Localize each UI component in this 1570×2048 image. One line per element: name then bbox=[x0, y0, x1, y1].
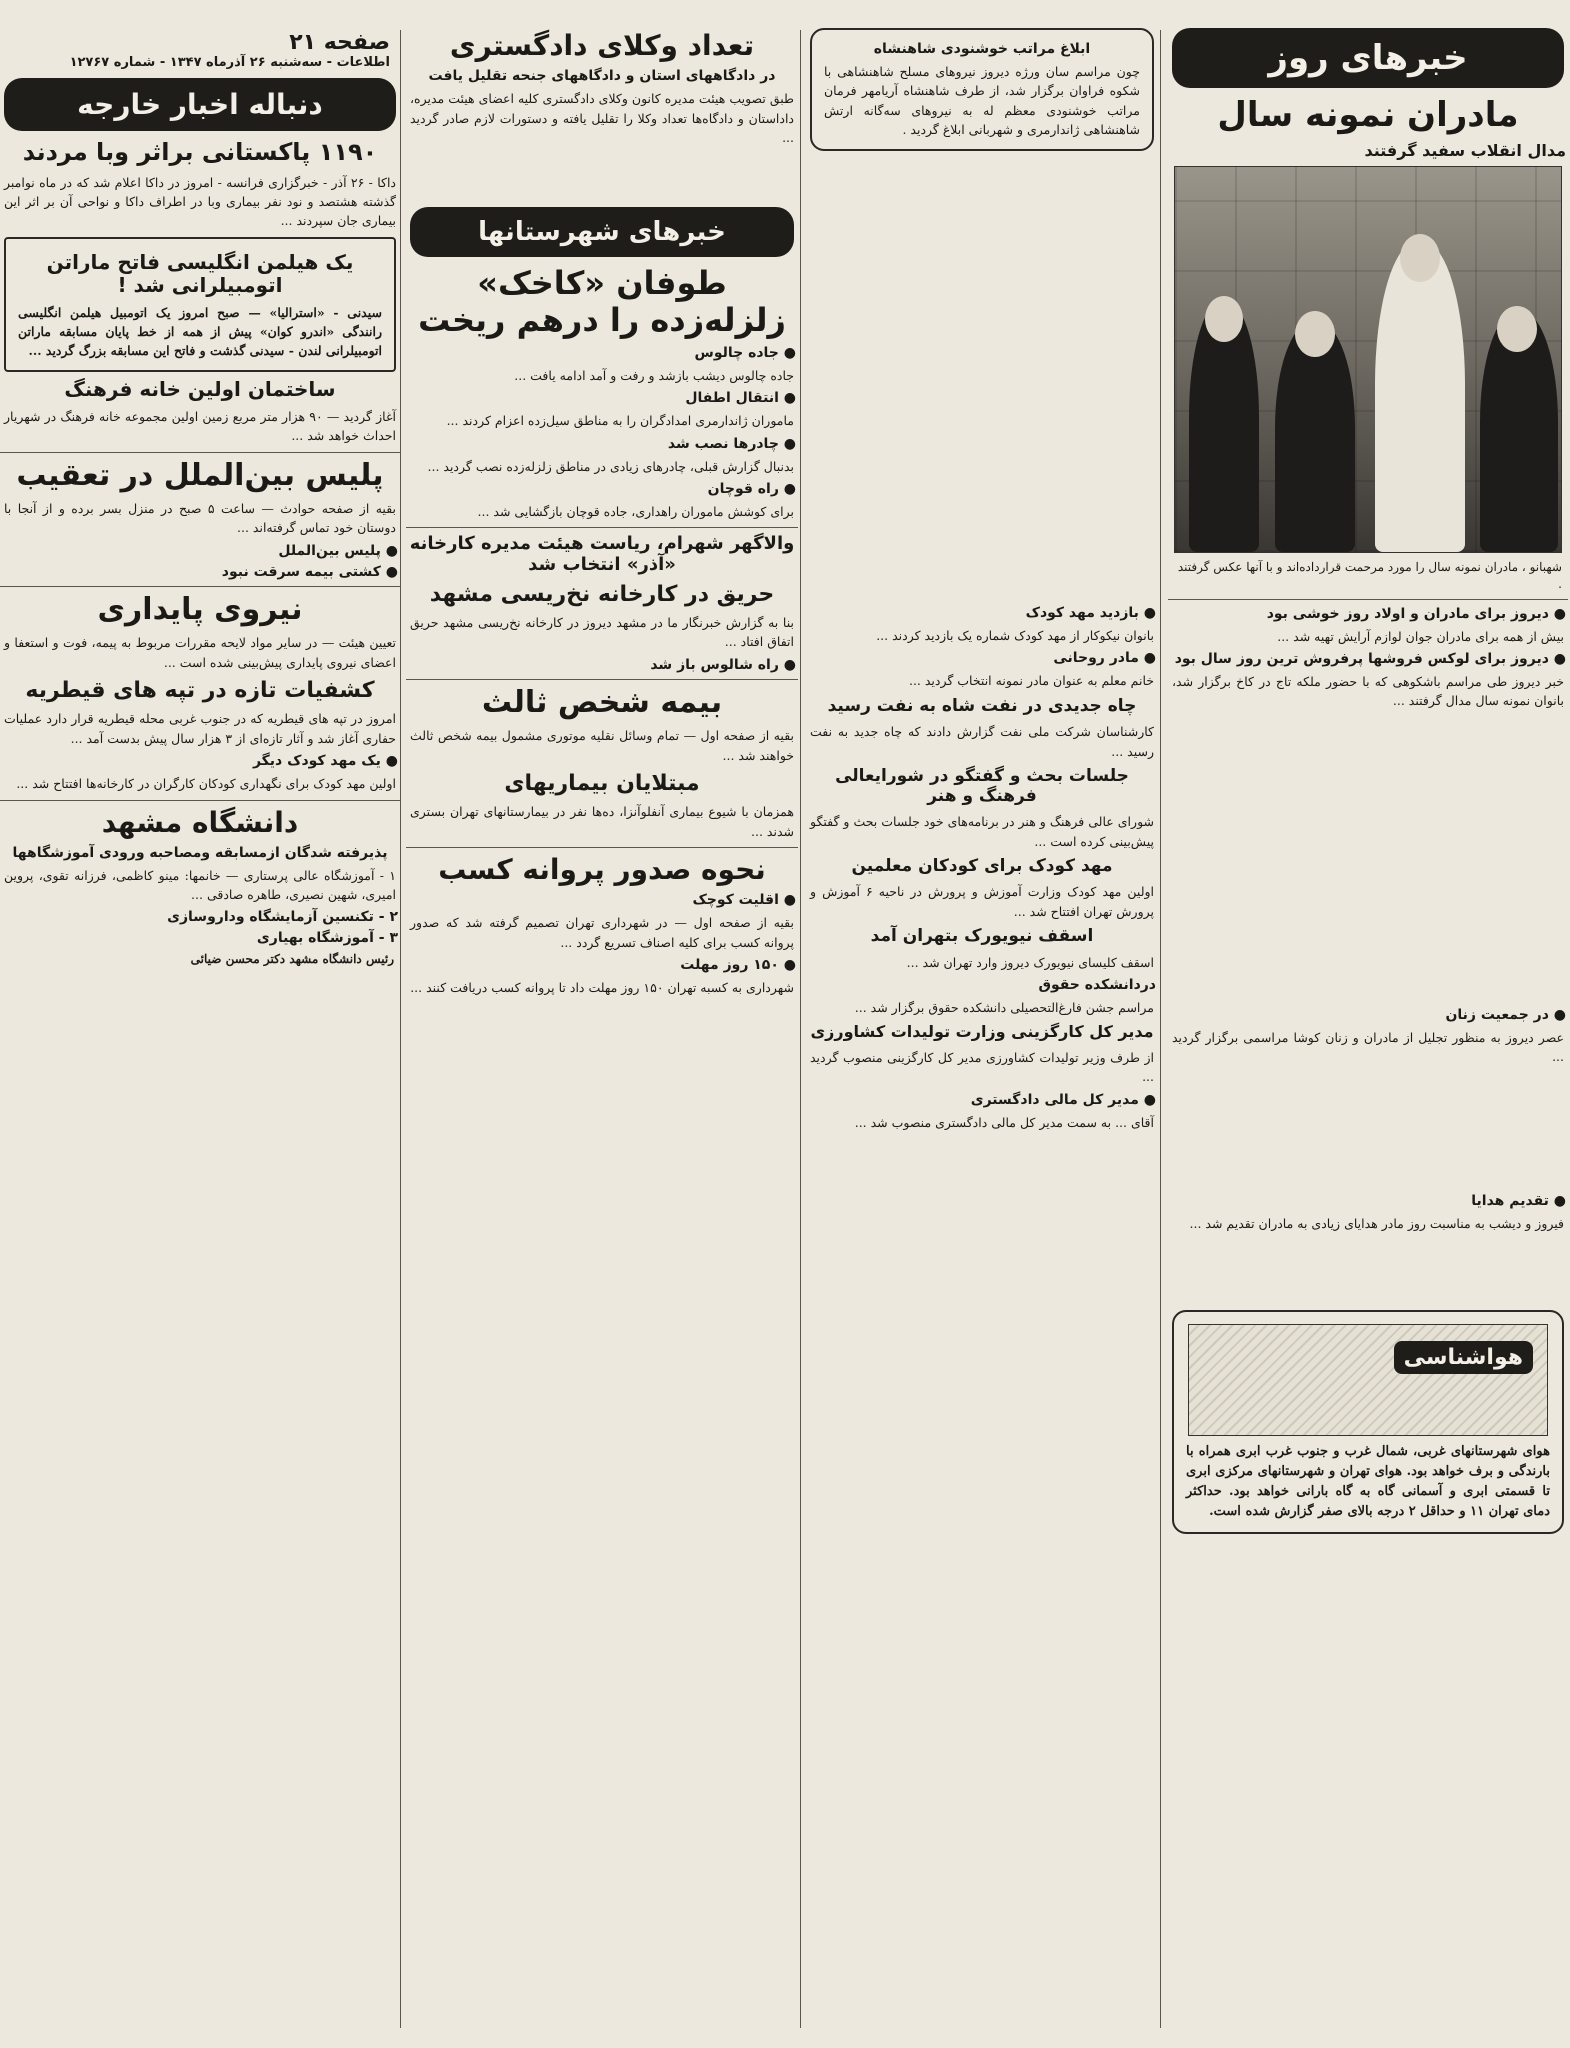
foreign-headline: ۱۱۹۰ پاکستانی براثر وبا مردند bbox=[22, 138, 378, 166]
column-2-lower bbox=[806, 600, 1158, 2030]
city-item-title: ● چادرها نصب شد bbox=[408, 436, 796, 452]
city-headline: طوفان «کاخک» زلزله‌زده را درهم ریخت bbox=[418, 264, 786, 339]
city-item-title: ● انتقال اطفال bbox=[408, 390, 796, 406]
daycare-text: اولین مهد کودک برای نگهداری کودکان کارگران در کارخانه‌ها افتتاح شد ... bbox=[16, 776, 396, 792]
item-headline: جلسات بحث و گفتگو در شورایعالی فرهنگ و هنر bbox=[835, 766, 1129, 806]
notice-box bbox=[810, 28, 1154, 151]
item-text: عصر دیروز به منظور تجلیل از مادران و زنان کوشا مراسمی برگزار گردید ... bbox=[1172, 1030, 1564, 1065]
item-headline: مدیر کل کارگزینی وزارت تولیدات کشاورزی bbox=[810, 1022, 1154, 1042]
news-photo bbox=[1174, 166, 1562, 553]
item-text: مراسم جشن فارغ‌التحصیلی دانشکده حقوق برگزار شد ... bbox=[854, 1000, 1154, 1016]
city-news-banner: خبرهای شهرستانها bbox=[410, 207, 794, 257]
photo-face bbox=[1205, 296, 1243, 342]
photo-face bbox=[1497, 306, 1537, 352]
item-headline: اسقف نیویورک بتهران آمد bbox=[870, 926, 1094, 947]
item-title: ● در جمعیت زنان bbox=[1170, 1007, 1566, 1023]
power-text: تعیین هیئت — در سایر مواد لایحه مقررات مربوط به پیمه، فوت و استعفا و اعضای نیروی پایداری پیش‌بینی شده است ... bbox=[4, 635, 396, 670]
divider bbox=[0, 452, 400, 453]
police-sub: ● کشتی بیمه سرقت نبود bbox=[2, 564, 398, 580]
foreign-text: داکا - ۲۶ آذر - خبرگزاری فرانسه - امروز در داکا اعلام شد که در ماه نوامبر گذشته هشتصد و نود نفر بیماری وبا در اطراف داکا و نواحی آن بر اثر این بیماری جان سپردند ... bbox=[4, 174, 396, 229]
item-title: ● تقدیم هدایا bbox=[1170, 1193, 1566, 1209]
sport-box bbox=[4, 237, 396, 372]
column-rule bbox=[400, 30, 401, 2028]
police-text: بقیه از صفحه حوادث — ساعت ۵ صبح در منزل بسر برده و از آنجا با دوستان خود تماس گرفته‌اند ... bbox=[4, 501, 396, 536]
gov-headline: والاگهر شهرام، ریاست هیئت مدیره کارخانه «آذر» انتخاب شد bbox=[409, 533, 795, 575]
item-title: دردانشکده حقوق bbox=[1038, 977, 1156, 994]
notice-title: ابلاغ مراتب خوشنودی شاهنشاه bbox=[873, 41, 1091, 57]
item-text: خبر دیروز طی مراسم باشکوهی که با حضور ملکه تاج در کاخ برگزار شد، بانوان نمونه سال مدال گرفتند ... bbox=[1172, 674, 1564, 709]
item-text: فیروز و دیشب به مناسبت روز مادر هدایای زیادی به مادران تقدیم شد ... bbox=[1189, 1216, 1564, 1232]
column-daily-news bbox=[1168, 0, 1568, 2030]
divider bbox=[406, 847, 798, 848]
fire-text: بنا به گزارش خبرنگار ما در مشهد دیروز در کارخانه نخ‌ریسی مشهد حریق اتفاق افتاد ... bbox=[410, 614, 794, 650]
license-text: بقیه از صفحه اول — در شهرداری تهران تصمیم گرفته شد که صدور پروانه کسب برای کلیه اصناف تسریع گردد ... bbox=[410, 915, 794, 950]
license-sub: ● اقلیت کوچک bbox=[408, 892, 796, 908]
item-text: بیش از همه برای مادران جوان لوازم آرایش تهیه شد ... bbox=[1277, 628, 1564, 644]
item-headline: مهد کودک برای کودکان معلمین bbox=[851, 855, 1113, 876]
university-text: ۱ - آموزشگاه عالی پرستاری — خانمها: مینو کاظمی، فرزانه تقوی، پروین امیری، شهین نصیری، طاهره صادقی ... bbox=[4, 867, 396, 903]
item-text: شورای عالی فرهنگ و هنر در برنامه‌های خود جلسات بحث و گفتگو پیش‌بینی کرده است ... bbox=[810, 814, 1154, 849]
license-sub: ● ۱۵۰ روز مهلت bbox=[408, 957, 796, 973]
fire-headline: حریق در کارخانه نخ‌ریسی مشهد bbox=[429, 581, 775, 607]
court-body: طبق تصویب هیئت مدیره کانون وکلای دادگستری کلیه اعضای هیئت مدیره، داداستان و دادگاه‌ها تعداد وکلا را تقلیل یافته و دستورات لازم صادر گردید ... bbox=[410, 91, 794, 145]
item-text: آقای ... به سمت مدیر کل مالی دادگستری منصوب شد ... bbox=[854, 1114, 1154, 1130]
item-title: ● دیروز برای مادران و اولاد روز خوشی بود bbox=[1170, 606, 1566, 622]
item-text: اسقف کلیسای نیویورک دیروز وارد تهران شد ... bbox=[906, 954, 1154, 970]
photo-face bbox=[1295, 311, 1335, 357]
university-sub: ۲ - تکنسین آزمایشگاه وداروسازی bbox=[167, 909, 398, 926]
column-rule bbox=[1160, 30, 1161, 2028]
building-headline: ساختمان اولین خانه فرهنگ bbox=[64, 376, 336, 401]
item-title: ● مادر روحانی bbox=[808, 650, 1156, 666]
item-text: کارشناسان شرکت ملی نفت گزارش دادند که چاه جدید به نفت رسید ... bbox=[810, 724, 1154, 759]
item-text: خانم معلم به عنوان مادر نمونه انتخاب گردید ... bbox=[908, 673, 1154, 689]
insurance-headline: بیمه شخص ثالث bbox=[481, 684, 723, 720]
license-headline: نحوه صدور پروانه کسب bbox=[438, 853, 766, 886]
divider bbox=[406, 679, 798, 680]
university-sign: رئیس دانشگاه مشهد دکتر محسن ضیائی bbox=[190, 952, 394, 967]
column-4 bbox=[0, 0, 400, 2030]
masthead bbox=[0, 0, 400, 70]
item-title: ● بازدید مهد کودک bbox=[808, 605, 1156, 621]
qeytarieh-text: امروز در تپه های قیطریه که در جنوب غربی محله قیطریه قرار دارد عملیات حفاری آغاز شد و آثار تازه‌ای از ۳ هزار سال پیش بدست آمد ... bbox=[4, 711, 396, 746]
dateline: اطلاعات - سه‌شنبه ۲۶ آذرماه ۱۳۴۷ - شماره ۱۲۷۶۷ bbox=[69, 55, 390, 70]
item-headline: چاه جدیدی در نفت شاه به نفت رسید bbox=[827, 695, 1137, 716]
item-title: ● مدیر کل مالی دادگستری bbox=[808, 1092, 1156, 1108]
column-rule bbox=[800, 30, 801, 2028]
mothers-headline: مادران نمونه سال bbox=[1217, 95, 1519, 135]
foreign-banner: دنباله اخبار خارجه bbox=[4, 78, 396, 131]
photo-caption: شهبانو ، مادران نمونه سال را مورد مرحمت قرارداده‌اند و با آنها عکس گرفتند . bbox=[1177, 560, 1562, 591]
university-sub: ۳ - آموزشگاه بهیاری bbox=[256, 930, 398, 947]
city-item-title: ● راه قوچان bbox=[408, 481, 796, 497]
sport-text: سیدنی - «استرالیا» — صبح امروز یک اتومبیل هیلمن انگلیسی رانندگی «اندرو کوان» پیش از همه از خط پایان مسابقه ماراتن اتومبیلرانی لندن - سیدنی گذشت و فاتح این مسابقه بزرگ گردید ... bbox=[18, 304, 382, 359]
city-item-text: بدنبال گزارش قبلی، چادرهای زیادی در مناطق زلزله‌زده نصب گردید ... bbox=[427, 458, 794, 474]
qeytarieh-headline: کشفیات تازه در تپه های قیطریه bbox=[25, 678, 375, 704]
university-headline: دانشگاه مشهد bbox=[101, 805, 299, 839]
divider bbox=[1168, 599, 1568, 600]
insurance-text: بقیه از صفحه اول — تمام وسائل نقلیه موتوری مشمول بیمه شخص ثالث خواهند شد ... bbox=[410, 728, 794, 763]
city-item-text: جاده چالوس دیشب بازشد و رفت و آمد ادامه یافت ... bbox=[514, 367, 794, 383]
license-text: شهرداری به کسبه تهران ۱۵۰ روز مهلت داد تا پروانه کسب دریافت کنند ... bbox=[410, 979, 794, 995]
weather-illustration bbox=[1188, 1324, 1548, 1436]
mothers-subhead: مدال انقلاب سفید گرفتند bbox=[1364, 141, 1566, 161]
photo-figure bbox=[1375, 242, 1465, 552]
court-subhead: در دادگاههای استان و دادگاههای جنحه تقلیل یافت bbox=[428, 68, 776, 85]
city-item-text: برای کوشش ماموران راهداری، جاده قوچان بازگشایی شد ... bbox=[477, 503, 794, 519]
police-sub: ● پلیس بین‌الملل bbox=[2, 543, 398, 559]
city-item-title: ● جاده چالوس bbox=[408, 345, 796, 361]
item-text: بانوان نیکوکار از مهد کودک شماره یک بازدید کردند ... bbox=[876, 628, 1154, 643]
police-headline: پلیس بین‌الملل در تعقیب bbox=[16, 457, 384, 493]
item-text: اولین مهد کودک وزارت آموزش و پرورش در ناحیه ۶ آموزش و پرورش تهران افتتاح شد ... bbox=[810, 884, 1155, 919]
divider bbox=[0, 586, 400, 587]
sport-title: یک هیلمن انگلیسی فاتح ماراتن اتومبیلرانی شد ! bbox=[46, 249, 354, 297]
item-text: از طرف وزیر تولیدات کشاورزی مدیر کل کارگزینی منصوب گردید ... bbox=[810, 1049, 1154, 1085]
daycare-title: ● یک مهد کودک دیگر bbox=[2, 753, 398, 769]
item-title: ● دیروز برای لوکس فروشها پرفروش ترین روز سال بود bbox=[1170, 651, 1566, 667]
building-text: آغاز گردید — ۹۰ هزار متر مربع زمین اولین مجموعه خانه فرهنگ در شهریار احداث خواهد شد ... bbox=[4, 408, 396, 444]
weather-box bbox=[1172, 1310, 1564, 1534]
weather-label: هواشناسی bbox=[1394, 1341, 1533, 1374]
page-number: صفحه ۲۱ bbox=[289, 30, 390, 55]
city-item-text: ماموران ژاندارمری امدادگران را به مناطق سیل‌زده اعزام کردند ... bbox=[446, 413, 794, 429]
university-subhead: پذیرفته شدگان ازمسابقه ومصاحبه ورودی آموزشگاهها bbox=[12, 844, 388, 861]
divider bbox=[406, 527, 798, 528]
sick-text: همزمان با شیوع بیماری آنفلوآنزا، ده‌ها نفر در بیمارستانهای تهران بستری شدند ... bbox=[410, 804, 794, 839]
divider bbox=[0, 800, 400, 801]
column-3 bbox=[406, 0, 798, 2030]
sick-headline: مبتلایان بیماریهای bbox=[504, 770, 700, 796]
court-headline: تعداد وکلای دادگستری bbox=[449, 29, 755, 62]
power-headline: نیروی پایداری bbox=[97, 591, 303, 627]
photo-face bbox=[1400, 234, 1440, 282]
trade-item: ● راه شالوس باز شد bbox=[408, 657, 796, 673]
weather-text: هوای شهرستانهای غربی، شمال غرب و جنوب غرب ابری همراه با بارندگی و برف خواهد بود. هوای تهران و شهرستانهای مرکزی ابری تا قسمتی ابری و آسمانی گاه به گاه بارانی خواهد بود. حداکثر دمای تهران ۱۱ و حداقل ۲ درجه بالای صفر گزارش شده است. bbox=[1186, 1444, 1550, 1520]
daily-news-banner: خبرهای روز bbox=[1172, 28, 1564, 88]
notice-text: چون مراسم سان ورژه دیروز نیروهای مسلح شاهنشاهی با شکوه فراوان برگزار شد، از طرف شاهنشاه آریامهر فرمان مراتب خوشنودی معظم له به نیروهای سه‌گانه ارتش شاهنشاهی ژاندارمری و شهربانی ابلاغ گردید . bbox=[824, 64, 1140, 138]
